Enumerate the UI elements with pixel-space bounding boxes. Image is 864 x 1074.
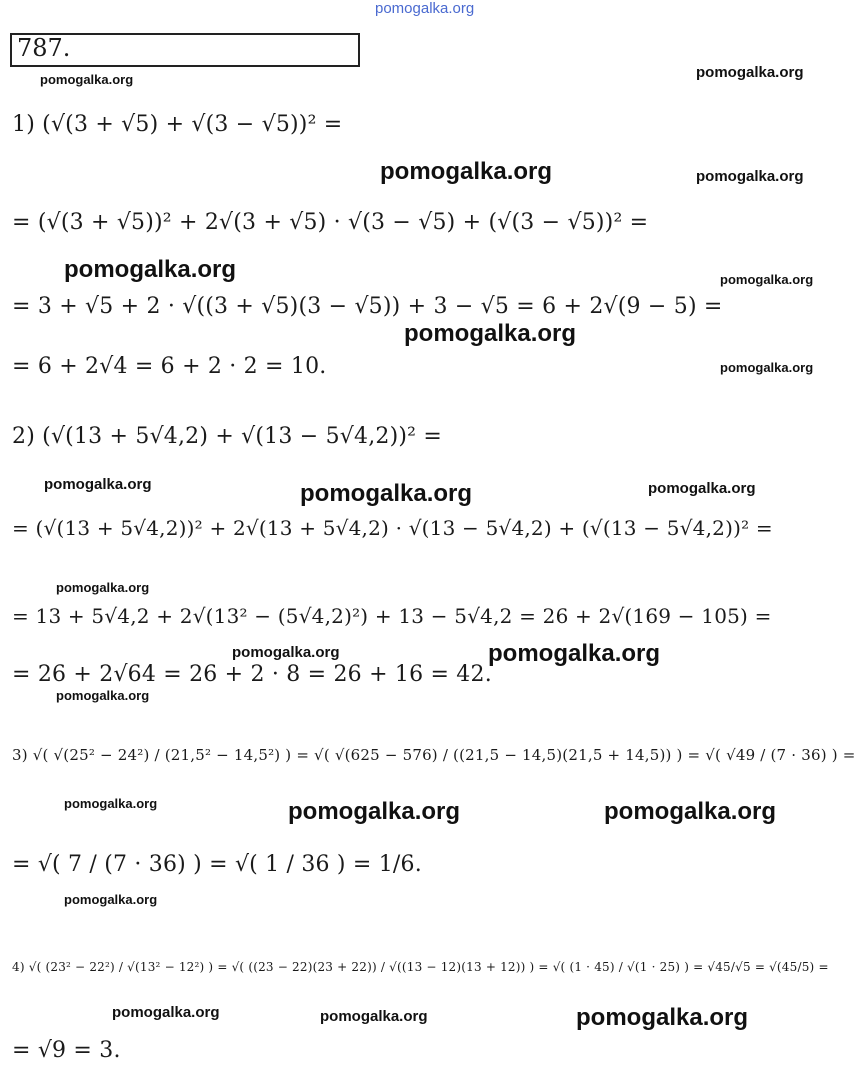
watermark: pomogalka.org — [320, 1008, 428, 1025]
watermark: pomogalka.org — [696, 168, 804, 185]
watermark: pomogalka.org — [648, 480, 756, 497]
watermark: pomogalka.org — [404, 320, 577, 347]
watermark: pomogalka.org — [64, 892, 158, 907]
watermark: pomogalka.org — [720, 360, 814, 375]
task-number: 787. — [17, 34, 71, 62]
watermark: pomogalka.org — [300, 480, 473, 507]
watermark: pomogalka.org — [604, 798, 777, 825]
solution-line-3-1: 3) √( √(25² − 24²) / (21,5² − 14,5²) ) = √( √(625 − 576) / ((21,5 − 14,5)(21,5 + 14,5)) ) = √( √49 / (7 · 36) ) = — [12, 746, 856, 764]
solution-line-3-2: = √( 7 / (7 · 36) ) = √( 1 / 36 ) = 1/6. — [12, 852, 422, 877]
watermark: pomogalka.org — [696, 64, 804, 81]
watermark: pomogalka.org — [40, 72, 134, 87]
solution-line-4-1: 4) √( (23² − 22²) / √(13² − 12²) ) = √( ((23 − 22)(23 + 22)) / √((13 − 12)(13 + 12)) ) = √( (1 · 45) / √(1 · 25) ) = √45/√5 = √(45/5) = — [12, 960, 829, 974]
solution-line-2-2: = (√(13 + 5√4,2))² + 2√(13 + 5√4,2) · √(13 − 5√4,2) + (√(13 − 5√4,2))² = — [12, 516, 773, 540]
solution-line-1-2: = (√(3 + √5))² + 2√(3 + √5) · √(3 − √5) + (√(3 − √5))² = — [12, 210, 649, 235]
watermark: pomogalka.org — [488, 640, 661, 667]
solution-line-2-3: = 13 + 5√4,2 + 2√(13² − (5√4,2)²) + 13 − 5√4,2 = 26 + 2√(169 − 105) = — [12, 604, 772, 628]
solution-line-1-4: = 6 + 2√4 = 6 + 2 · 2 = 10. — [12, 354, 327, 379]
watermark: pomogalka.org — [112, 1004, 220, 1021]
watermark: pomogalka.org — [56, 688, 150, 703]
watermark: pomogalka.org — [720, 272, 814, 287]
solution-line-1-1: 1) (√(3 + √5) + √(3 − √5))² = — [12, 112, 343, 137]
solution-line-1-3: = 3 + √5 + 2 · √((3 + √5)(3 − √5)) + 3 − √5 = 6 + 2√(9 − 5) = — [12, 294, 723, 319]
solution-line-4-2: = √9 = 3. — [12, 1038, 121, 1063]
solution-line-2-4: = 26 + 2√64 = 26 + 2 · 8 = 26 + 16 = 42. — [12, 662, 492, 687]
watermark: pomogalka.org — [64, 796, 158, 811]
watermark: pomogalka.org — [64, 256, 237, 283]
watermark: pomogalka.org — [380, 158, 553, 185]
watermark: pomogalka.org — [44, 476, 152, 493]
watermark: pomogalka.org — [576, 1004, 749, 1031]
header-watermark: pomogalka.org — [375, 0, 475, 17]
watermark: pomogalka.org — [288, 798, 461, 825]
watermark: pomogalka.org — [56, 580, 150, 595]
watermark: pomogalka.org — [232, 644, 340, 661]
solution-line-2-1: 2) (√(13 + 5√4,2) + √(13 − 5√4,2))² = — [12, 424, 443, 449]
